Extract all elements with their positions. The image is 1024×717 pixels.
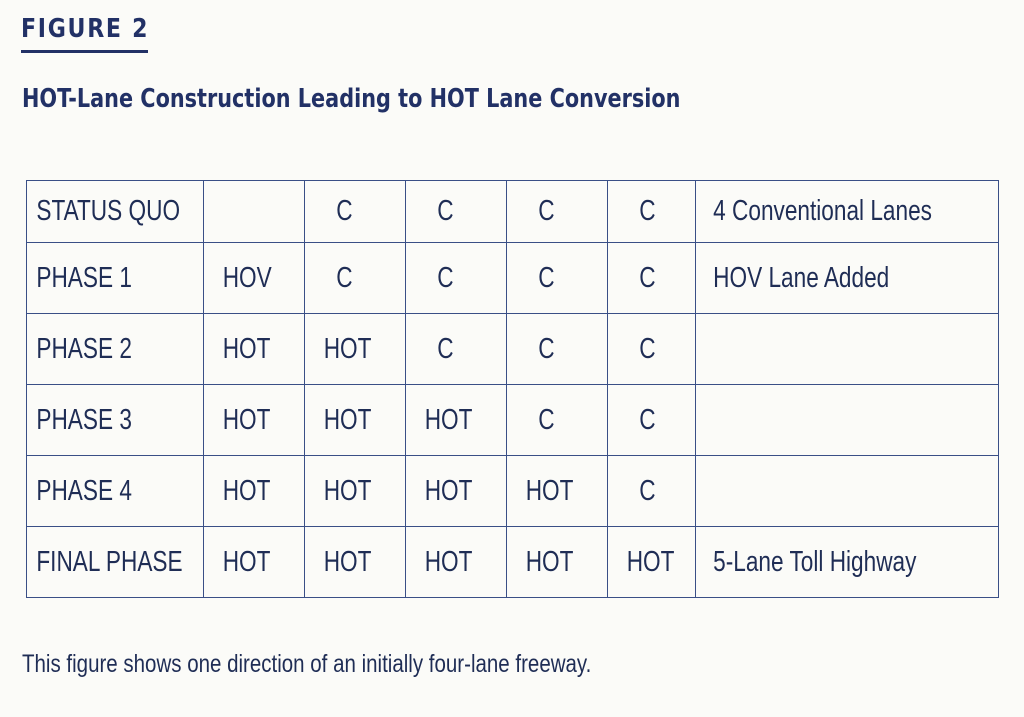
lane-cell <box>406 314 507 385</box>
phase-cell <box>27 527 204 598</box>
table-row <box>27 527 999 598</box>
lane-cell <box>507 527 608 598</box>
lane-label: C <box>538 332 555 365</box>
lane-cell <box>204 243 305 314</box>
lane-label: C <box>639 403 656 436</box>
lane-cell <box>406 527 507 598</box>
phase-cell <box>27 385 204 456</box>
lane-label: C <box>336 261 353 294</box>
lane-label: C <box>538 195 555 227</box>
lane-cell <box>507 456 608 527</box>
lane-label: C <box>437 261 454 294</box>
lane-cell <box>305 243 406 314</box>
lane-label: C <box>639 195 656 227</box>
lane-cell <box>608 181 696 243</box>
lane-label: HOT <box>323 474 372 507</box>
phase-cell <box>27 456 204 527</box>
lane-cell <box>608 243 696 314</box>
lane-cell <box>204 385 305 456</box>
lane-label: C <box>437 195 454 227</box>
lane-cell <box>305 456 406 527</box>
lane-cell <box>507 181 608 243</box>
figure-title: HOT-Lane Construction Leading to HOT Lane Conversion <box>22 84 681 114</box>
table-row <box>27 243 999 314</box>
lane-cell <box>406 243 507 314</box>
note-cell <box>696 385 999 456</box>
lane-cell <box>507 314 608 385</box>
figure-caption: This figure shows one direction of an initially four-lane freeway. <box>22 650 592 678</box>
lane-label: HOT <box>323 403 372 436</box>
phase-label: PHASE 3 <box>36 403 132 436</box>
table-row <box>27 456 999 527</box>
lane-cell <box>608 456 696 527</box>
note-cell <box>696 181 999 243</box>
note-cell <box>696 527 999 598</box>
lane-label: C <box>639 261 656 294</box>
lane-label: HOT <box>424 545 473 578</box>
lane-cell <box>608 385 696 456</box>
lane-cell <box>608 314 696 385</box>
figure-label-underline <box>21 50 148 53</box>
table-body <box>27 181 999 598</box>
lane-label: HOT <box>525 474 574 507</box>
note-label: 4 Conventional Lanes <box>713 195 932 227</box>
note-cell <box>696 243 999 314</box>
lane-phase-table <box>26 180 999 598</box>
lane-label: HOT <box>424 474 473 507</box>
lane-label: C <box>437 332 454 365</box>
lane-cell <box>305 314 406 385</box>
note-label: 5-Lane Toll Highway <box>713 545 917 578</box>
lane-cell <box>305 385 406 456</box>
table-row <box>27 181 999 243</box>
note-cell <box>696 314 999 385</box>
table-row <box>27 314 999 385</box>
lane-label: HOT <box>323 545 372 578</box>
lane-cell <box>305 527 406 598</box>
lane-label: HOT <box>222 474 271 507</box>
table-row <box>27 385 999 456</box>
lane-cell <box>507 243 608 314</box>
lane-label: HOT <box>626 545 675 578</box>
lane-cell <box>204 527 305 598</box>
lane-label: HOT <box>323 332 372 365</box>
lane-label: HOT <box>222 545 271 578</box>
lane-cell <box>406 456 507 527</box>
lane-cell <box>507 385 608 456</box>
lane-cell <box>204 456 305 527</box>
phase-label: PHASE 4 <box>36 474 132 507</box>
phase-label: PHASE 1 <box>36 261 132 294</box>
note-label: HOV Lane Added <box>713 261 890 294</box>
lane-cell <box>204 181 305 243</box>
phase-label: STATUS QUO <box>36 195 181 227</box>
lane-cell <box>608 527 696 598</box>
phase-label: PHASE 2 <box>36 332 132 365</box>
note-cell <box>696 456 999 527</box>
lane-label: HOT <box>424 403 473 436</box>
lane-label: C <box>538 403 555 436</box>
phase-cell <box>27 243 204 314</box>
figure-label: FIGURE 2 <box>21 14 150 44</box>
lane-label: C <box>336 195 353 227</box>
lane-label: C <box>639 474 656 507</box>
phase-cell <box>27 314 204 385</box>
lane-cell <box>204 314 305 385</box>
lane-cell <box>406 385 507 456</box>
lane-label: C <box>639 332 656 365</box>
phase-cell <box>27 181 204 243</box>
lane-label: HOT <box>222 332 271 365</box>
phase-label: FINAL PHASE <box>36 545 183 578</box>
lane-label: HOV <box>222 261 272 294</box>
lane-cell <box>305 181 406 243</box>
lane-label: HOT <box>222 403 271 436</box>
lane-label: C <box>538 261 555 294</box>
lane-cell <box>406 181 507 243</box>
lane-label: HOT <box>525 545 574 578</box>
